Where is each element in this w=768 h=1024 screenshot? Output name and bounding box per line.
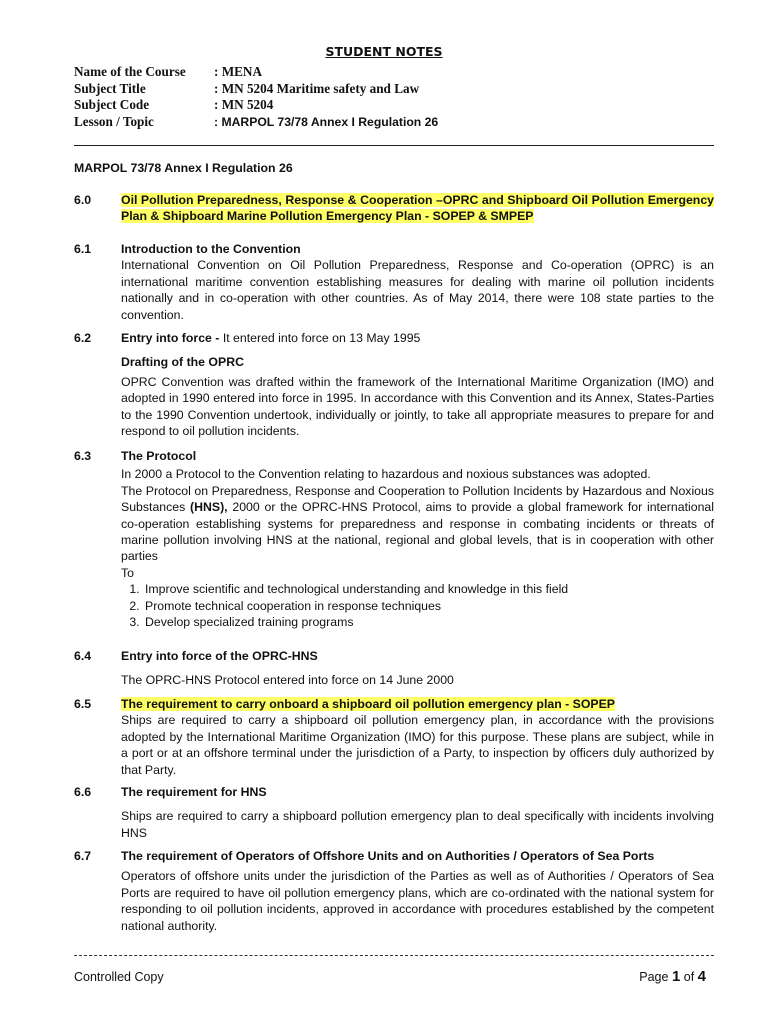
section-text: OPRC Convention was drafted within the framework of the International Maritime Organization (IMO) and adopted in 1990 entered into force in 1995. In accordance with this Convention and its Annex, States-Parties to the 1990 Convention undertook, individually or jointly, to take all appropriate measures to prepare for and respond to oil pollution incidents.	[121, 374, 714, 439]
page-number: 1	[671, 968, 681, 985]
section-title: Entry into force of the OPRC-HNS	[121, 649, 318, 663]
section-title: The Protocol	[121, 449, 197, 463]
section-number: 6.4	[74, 649, 92, 663]
section-number: 6.2	[74, 331, 92, 345]
header-divider	[74, 145, 714, 146]
page-title: STUDENT NOTES	[325, 44, 443, 59]
footer-controlled-copy: Controlled Copy	[74, 970, 164, 984]
info-value: : MARPOL 73/78 Annex I Regulation 26	[214, 114, 439, 129]
info-row-lesson-topic	[74, 114, 438, 131]
section-text: International Convention on Oil Pollution Preparedness, Response and Co-operation (OPRC) is an international maritime convention establishing measures for dealing with marine oil pollution incidents nationally and in co-operation with other countries. As of May 2014, there were 108 state parties to the convention.	[121, 258, 714, 322]
course-info-table	[74, 64, 438, 130]
section-6-0	[121, 192, 714, 225]
section-title-highlighted: The requirement to carry onboard a shipboard oil pollution emergency plan - SOPEP	[121, 697, 616, 711]
section-text: In 2000 a Protocol to the Convention relating to hazardous and noxious substances was adopted.	[121, 467, 651, 482]
section-6-7	[121, 848, 714, 934]
section-number: 6.7	[74, 849, 92, 863]
section-number: 6.1	[74, 242, 92, 256]
section-text-bold: (HNS),	[190, 500, 228, 515]
info-value: : MN 5204	[214, 97, 274, 112]
section-text: Ships are required to carry a shipboard oil pollution emergency plan, in accordance with the provisions adopted by the International Maritime Organization (IMO) for this purpose. These plans are subject, while in a port or at an offshore terminal under the jurisdiction of a Party, to inspection by officers duly authorized by that Party.	[121, 713, 714, 777]
page-indicator	[639, 968, 706, 985]
section-title-rest: It entered into force on 13 May 1995	[222, 331, 421, 345]
subheading: Drafting of the OPRC	[121, 355, 244, 370]
info-label: Lesson / Topic	[74, 113, 154, 129]
section-6-4	[121, 648, 714, 689]
page-word: Page	[639, 970, 672, 984]
section-number: 6.6	[74, 785, 92, 799]
section-number: 6.5	[74, 697, 92, 711]
section-text: The OPRC-HNS Protocol entered into force on 14 June 2000	[121, 673, 454, 688]
section-number: 6.0	[74, 193, 92, 207]
section-title: The requirement for HNS	[121, 785, 267, 799]
section-text: Operators of offshore units under the jurisdiction of the Parties as well as of Authorities / Operators of Sea Ports are required to have oil pollution emergency plans, which are co-ordinated with the national system for responding to oil pollution incidents, approved in accordance with procedures established by the competent national authority.	[121, 869, 714, 933]
section-6-5	[121, 696, 714, 778]
section-text: The Protocol on Preparedness, Response and Cooperation to Pollution Incidents by Hazardous and Noxious Substances	[121, 483, 714, 515]
info-value: : MN 5204 Maritime safety and Law	[214, 80, 420, 96]
info-row-subject-title	[74, 81, 438, 98]
info-row-subject-code	[74, 97, 438, 114]
page-total: 4	[697, 968, 706, 985]
list-item: 3. Develop specialized training programs	[143, 614, 714, 630]
section-6-1	[121, 241, 714, 323]
section-6-6	[121, 784, 714, 841]
info-label: Subject Code	[74, 97, 150, 112]
info-value: : MENA	[214, 64, 262, 79]
section-text: To	[121, 565, 134, 580]
footer-divider	[74, 955, 714, 956]
info-row-course	[74, 64, 438, 81]
section-6-2	[121, 330, 714, 439]
info-label: Name of the Course	[74, 64, 186, 79]
section-title-highlighted: Oil Pollution Preparedness, Response & Cooperation –OPRC and Shipboard Oil Pollution Emergency Plan & Shipboard Marine Pollution Emergency Plan - SOPEP & SMPEP	[121, 193, 714, 224]
document-heading: MARPOL 73/78 Annex I Regulation 26	[74, 161, 293, 175]
info-label: Subject Title	[74, 80, 146, 96]
protocol-aims-list	[121, 581, 714, 630]
section-6-3	[121, 448, 714, 630]
section-title: The requirement of Operators of Offshore Units and on Authorities / Operators of Sea Ports	[121, 849, 655, 863]
list-item: 1. Improve scientific and technological understanding and knowledge in this field	[143, 581, 714, 597]
list-item: 2. Promote technical cooperation in response techniques	[143, 598, 714, 614]
section-text: Ships are required to carry a shipboard pollution emergency plan to deal specifically with incidents involving HNS	[121, 809, 714, 840]
section-number: 6.3	[74, 449, 92, 463]
section-title: Introduction to the Convention	[121, 242, 301, 256]
section-title: Entry into force -	[121, 331, 223, 345]
of-word: of	[680, 970, 698, 984]
section-text: 2000 or the OPRC-HNS Protocol, aims to provide a global framework for international co-operation establishing systems for preparedness and response in combating incidents or threats of marine pollution involving HNS at the national, regional and global levels, that is in cooperation with other parties	[121, 500, 714, 564]
